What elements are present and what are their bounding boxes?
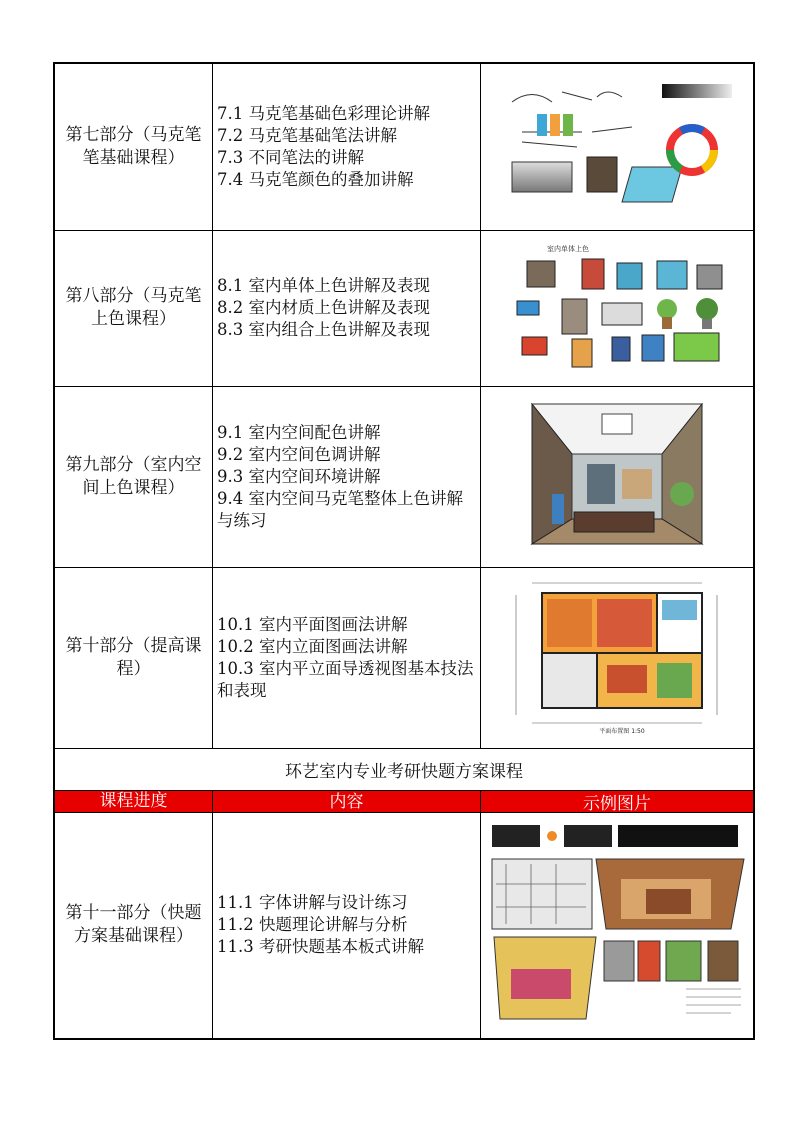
part-name: 第十一部分（快题方案基础课程） [65,903,202,946]
header-label: 课程进度 [99,791,168,811]
content-cell [213,567,481,748]
example-image-cell [481,567,753,748]
header-example [481,791,753,812]
content-item: 7.2 马克笔基础笔法讲解 [217,126,397,145]
header-label: 示例图片 [583,794,651,814]
table-row [55,567,753,748]
header-progress [55,791,213,812]
content-item: 7.1 马克笔基础色彩理论讲解 [217,104,430,123]
content-item: 11.3 考研快题基本板式讲解 [217,937,424,956]
content-item: 7.4 马克笔颜色的叠加讲解 [217,170,414,189]
table-row [55,386,753,567]
quick-design-board-image [486,819,748,1031]
part-name-cell [55,230,213,386]
content-item: 9.3 室内空间环境讲解 [217,466,381,486]
content-item: 10.2 室内立面图画法讲解 [217,636,408,656]
example-image-cell [481,812,753,1038]
content-cell [213,64,481,230]
furniture-coloring-sketch-image [502,239,732,377]
floor-plan-image [502,575,732,740]
interior-space-perspective-image [512,394,722,559]
table-header-row [55,791,753,812]
part-name-cell [55,64,213,230]
part-name-cell [55,386,213,567]
content-item: 9.4 室内空间马克笔整体上色讲解与练习 [217,488,463,530]
content-item: 11.2 快题理论讲解与分析 [217,915,408,934]
content-item: 9.1 室内空间配色讲解 [217,422,381,442]
content-item: 10.1 室内平面图画法讲解 [217,614,408,634]
part-name: 第九部分（室内空间上色课程） [65,454,202,498]
image-caption: 平面布置图 1:50 [599,728,645,735]
section-title-row [55,748,753,790]
content-item: 11.1 字体讲解与设计练习 [217,893,408,912]
part-name-cell [55,567,213,748]
image-caption: 室内单体上色 [547,245,589,253]
part-name-cell [55,812,213,1038]
example-image-cell [481,386,753,567]
content-item: 8.1 室内单体上色讲解及表现 [217,276,430,295]
content-item: 10.3 室内平立面导透视图基本技法和表现 [217,658,474,700]
part-name: 第十部分（提高课程） [65,635,202,679]
content-item: 8.3 室内组合上色讲解及表现 [217,320,430,339]
header-label: 内容 [329,791,364,812]
example-image-cell [481,64,753,230]
content-item: 7.3 不同笔法的讲解 [217,148,364,167]
section-title: 环艺室内专业考研快题方案课程 [285,761,523,782]
content-item: 9.2 室内空间色调讲解 [217,444,381,464]
part-name: 第八部分（马克笔上色课程） [65,286,202,329]
content-cell [213,812,481,1038]
content-cell [213,386,481,567]
table-row [55,812,753,1038]
content-cell [213,230,481,386]
example-image-cell [481,230,753,386]
content-item: 8.2 室内材质上色讲解及表现 [217,298,430,317]
part-name: 第七部分（马克笔笔基础课程） [65,125,202,168]
header-content [213,791,481,812]
marker-basics-sketch-image [492,72,742,222]
table-row [55,64,753,230]
table-row [55,230,753,386]
course-table [53,62,755,1040]
